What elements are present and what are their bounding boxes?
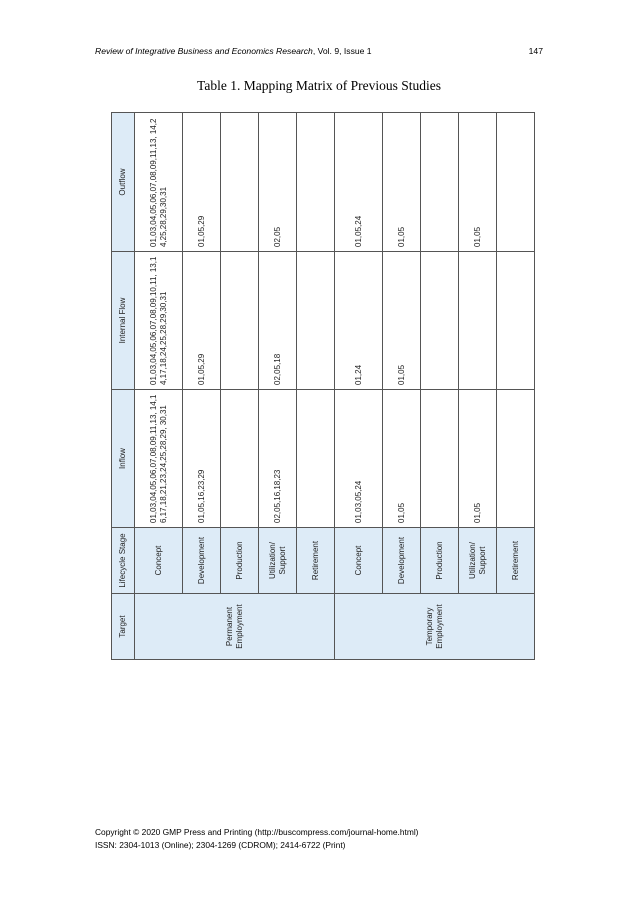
inflow-cell — [497, 390, 535, 528]
table-header-row — [112, 113, 135, 660]
internal-flow-cell: 01,05 — [383, 252, 421, 390]
inflow-cell — [221, 390, 259, 528]
table-row — [459, 113, 497, 660]
outflow-cell: 01,05,24 — [335, 113, 383, 252]
internal-flow-cell: 01,05,29 — [183, 252, 221, 390]
internal-flow-cell — [497, 252, 535, 390]
inflow-cell — [297, 390, 335, 528]
inflow-cell: 01,05,16,23,29 — [183, 390, 221, 528]
table-row — [221, 113, 259, 660]
stage-cell: Utilization/ Support — [459, 528, 497, 594]
stage-cell: Production — [221, 528, 259, 594]
inflow-cell: 02,05,16,18,23 — [259, 390, 297, 528]
stage-cell: Concept — [135, 528, 183, 594]
column-header: Internal Flow — [112, 252, 135, 390]
outflow-cell — [221, 113, 259, 252]
table-body — [135, 113, 535, 660]
inflow-cell: 01,03,05,24 — [335, 390, 383, 528]
column-header: Lifecycle Stage — [112, 528, 135, 594]
column-header: Inflow — [112, 390, 135, 528]
stage-cell: Development — [183, 528, 221, 594]
target-cell: Temporary Employment — [335, 594, 535, 660]
outflow-cell: 01,05,29 — [183, 113, 221, 252]
journal-citation — [95, 46, 372, 56]
inflow-cell: 01,03,04,05,06,07,08,09,11,13, 14,16,17,18,21,23,24,25,28,29, 30,31 — [135, 390, 183, 528]
page-footer — [95, 826, 418, 852]
table-caption: Table 1. Mapping Matrix of Previous Studies — [197, 78, 441, 93]
stage-cell: Retirement — [497, 528, 535, 594]
stage-cell: Development — [383, 528, 421, 594]
inflow-cell: 01,05 — [459, 390, 497, 528]
internal-flow-cell — [297, 252, 335, 390]
stage-cell: Concept — [335, 528, 383, 594]
table-row — [183, 113, 221, 660]
stage-cell: Utilization/ Support — [259, 528, 297, 594]
internal-flow-cell: 02,05,18 — [259, 252, 297, 390]
column-header: Outflow — [112, 113, 135, 252]
outflow-cell — [297, 113, 335, 252]
issn-line: ISSN: 2304-1013 (Online); 2304-1269 (CDROM); 2414-6722 (Print) — [95, 840, 346, 851]
table-row — [259, 113, 297, 660]
internal-flow-cell: 01,03,04,05,06,07,08,09,10,11, 13,14,17,18,24,25,28,29,30,31 — [135, 252, 183, 390]
page-number: 147 — [528, 46, 543, 56]
internal-flow-cell — [221, 252, 259, 390]
table-row — [135, 113, 183, 660]
table-container — [111, 113, 521, 660]
internal-flow-cell: 01,24 — [335, 252, 383, 390]
table-row — [421, 113, 459, 660]
outflow-cell — [421, 113, 459, 252]
outflow-cell: 02,05 — [259, 113, 297, 252]
outflow-cell — [497, 113, 535, 252]
outflow-cell: 01,03,04,05,06,07,08,09,11,13, 14,24,25,28,29,30,31 — [135, 113, 183, 252]
column-header: Target — [112, 594, 135, 660]
outflow-cell: 01,05 — [459, 113, 497, 252]
outflow-cell: 01,05 — [383, 113, 421, 252]
copyright-line: Copyright © 2020 GMP Press and Printing (http://buscompress.com/journal-home.html) — [95, 827, 419, 837]
journal-volume: , Vol. 9, Issue 1 — [312, 46, 372, 56]
target-cell: Permanent Employment — [135, 594, 335, 660]
mapping-matrix-table — [111, 112, 535, 660]
journal-title: Review of Integrative Business and Economics Research — [95, 46, 313, 56]
table-row — [297, 113, 335, 660]
table-row — [335, 113, 383, 660]
stage-cell: Production — [421, 528, 459, 594]
internal-flow-cell — [459, 252, 497, 390]
stage-cell: Retirement — [297, 528, 335, 594]
rotated-table — [111, 113, 521, 660]
table-row — [383, 113, 421, 660]
internal-flow-cell — [421, 252, 459, 390]
inflow-cell — [421, 390, 459, 528]
inflow-cell: 01,05 — [383, 390, 421, 528]
running-header — [95, 46, 543, 56]
table-row — [497, 113, 535, 660]
